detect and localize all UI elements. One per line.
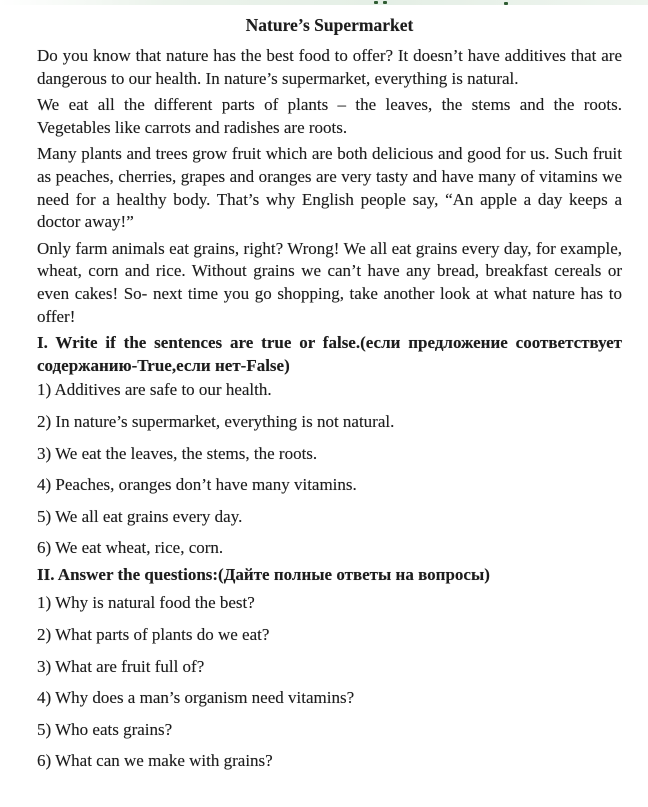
true-false-item: 5) We all eat grains every day. <box>37 506 243 526</box>
true-false-item: 3) We eat the leaves, the stems, the roots. <box>37 443 318 463</box>
scan-artifact-dot <box>504 2 508 5</box>
reading-paragraph: Many plants and trees grow fruit which are both delicious and good for us. Such fruit as peaches, cherries, grapes and oranges are very tasty and have many of vitamins we need for a healthy body. That’s why English people say, “An apple a day keeps a doctor away!” <box>37 144 622 232</box>
reading-paragraph: We eat all the different parts of plants – the leaves, the stems and the roots. Vegetables like carrots and radishes are roots. <box>37 95 622 137</box>
scan-artifact-dot <box>383 1 387 4</box>
true-false-item: 1) Additives are safe to our health. <box>37 380 272 400</box>
reading-paragraph: Only farm animals eat grains, right? Wrong! We all eat grains every day, for example, wheat, corn and rice. Without grains we can’t have any bread, breakfast cereals or even cakes! So- next time you go shopping, take another look at what nature has to offer! <box>37 238 622 326</box>
page-title: Nature’s Supermarket <box>245 15 414 35</box>
true-false-item: 2) In nature’s supermarket, everything is not natural. <box>37 411 395 431</box>
section2-heading: II. Answer the questions:(Дайте полные ответы на вопросы) <box>37 564 490 584</box>
true-false-item: 6) We eat wheat, rice, corn. <box>37 538 224 558</box>
scan-artifact-strip <box>0 0 648 5</box>
question-item: 2) What parts of plants do we eat? <box>37 625 270 645</box>
reading-paragraph: Do you know that nature has the best food to offer? It doesn’t have additives that are dangerous to our health. In nature’s supermarket, everything is natural. <box>37 46 622 88</box>
questions-list <box>37 592 622 773</box>
question-item: 4) Why does a man’s organism need vitamins? <box>37 688 355 708</box>
question-item: 5) Who eats grains? <box>37 719 173 739</box>
question-item: 3) What are fruit full of? <box>37 656 205 676</box>
scan-artifact-dot <box>374 1 378 4</box>
question-item: 6) What can we make with grains? <box>37 751 273 771</box>
question-item: 1) Why is natural food the best? <box>37 593 255 613</box>
true-false-list <box>37 379 622 560</box>
true-false-item: 4) Peaches, oranges don’t have many vitamins. <box>37 475 357 495</box>
section1-heading: I. Write if the sentences are true or false.(если предложение соответствует содержанию-True,если нет-False) <box>37 333 622 375</box>
